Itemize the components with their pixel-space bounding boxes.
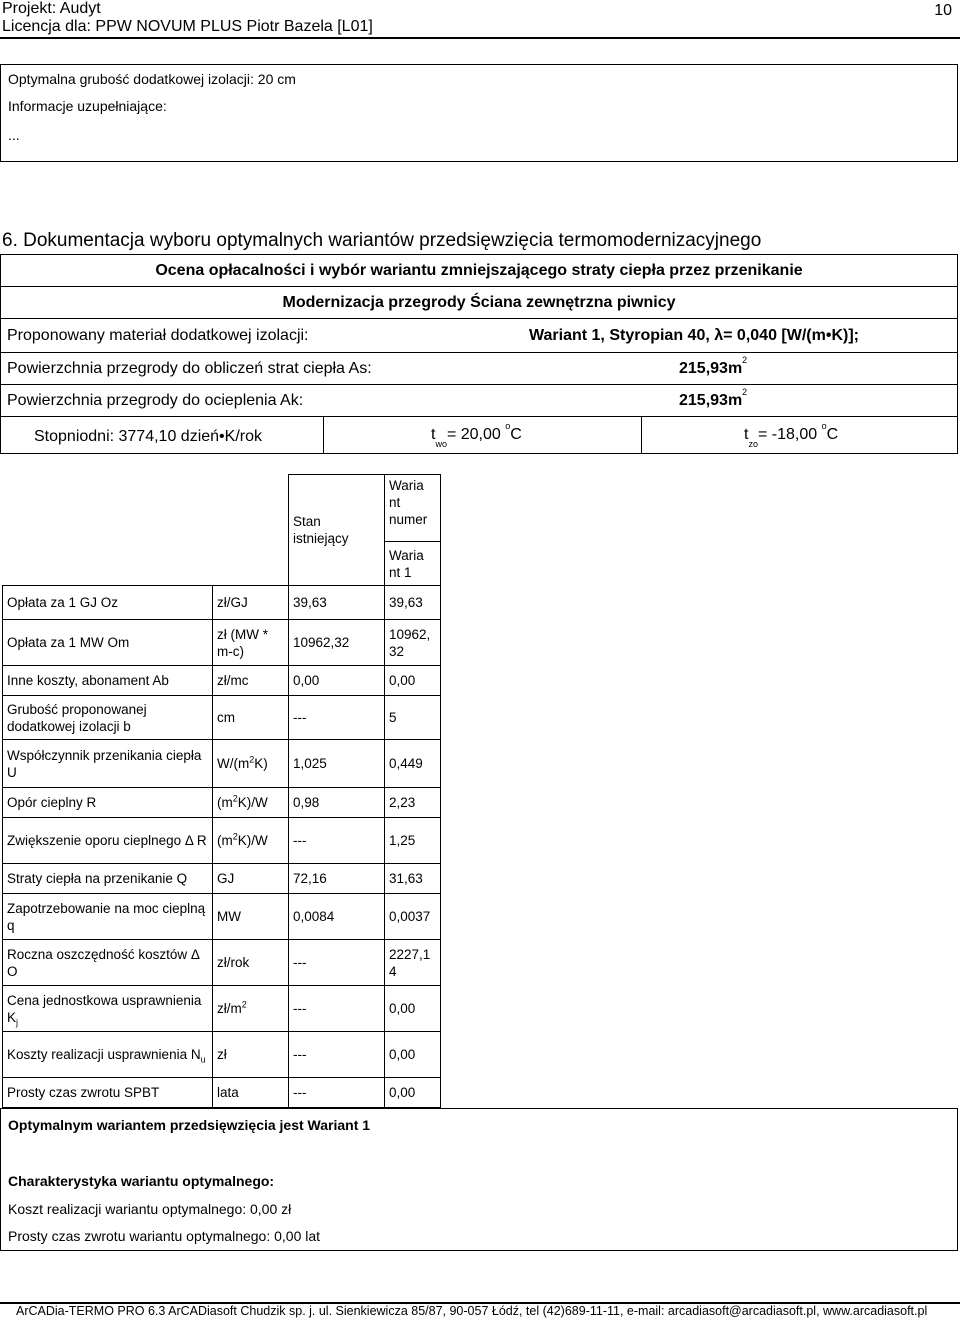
row-label: Roczna oszczędność kosztów Δ O <box>3 940 213 986</box>
area-as-label: Powierzchnia przegrody do obliczeń strat ciepła As: <box>7 360 372 377</box>
row-variant-value: 2,23 <box>385 788 441 818</box>
row-variant-value: 0,00 <box>385 1078 441 1108</box>
row-label: Koszty realizacji usprawnienia $N_u$ <box>3 1032 213 1078</box>
row-variant-value: 5 <box>385 696 441 740</box>
section-subtitle: Ocena opłacalności i wybór wariantu zmniejszającego straty ciepła przez przenikanie <box>155 262 803 279</box>
partition-name: Modernizacja przegrody Ściana zewnętrzna piwnicy <box>282 294 676 311</box>
optimal-cost: Koszt realizacji wariantu optymalnego: 0,00 zł <box>8 1201 292 1217</box>
table-row <box>3 818 441 864</box>
row-existing-value: 1,025 <box>289 740 385 788</box>
footer-text: ArCADia-TERMO PRO 6.3 ArCADiasoft Chudzik sp. j. ul. Sienkiewicza 85/87, 90-057 Łódź, tel (42)689-11-11, e-mail: arcadiasoft@arcadiasoft.pl, www.arcadiasoft.pl <box>16 1304 928 1318</box>
row-unit: MW <box>213 894 289 940</box>
table-row <box>3 1032 441 1078</box>
material-row <box>0 318 958 353</box>
extra-info-label: Informacje uzupełniające: <box>8 98 167 114</box>
table-row <box>3 586 441 620</box>
row-unit: $(m^2K)/W$ <box>213 818 289 864</box>
row-existing-value: --- <box>289 940 385 986</box>
row-variant-value: 1,25 <box>385 818 441 864</box>
table-row <box>3 864 441 894</box>
row-existing-value: --- <box>289 1078 385 1108</box>
partition-row <box>0 286 958 319</box>
row-variant-value: 0,00 <box>385 986 441 1032</box>
row-label: Cena jednostkowa usprawnienia $K_j$ <box>3 986 213 1032</box>
row-unit: cm <box>213 696 289 740</box>
area-ak-label: Powierzchnia przegrody do ocieplenia Ak: <box>7 392 304 409</box>
col-variant-number-header: Waria nt numer <box>385 475 441 542</box>
table-row <box>3 696 441 740</box>
table-row <box>3 894 441 940</box>
optimal-thickness: Optymalna grubość dodatkowej izolacji: 20 cm <box>8 71 296 87</box>
degree-days: Stopniodni: 3774,10 dzień•K/rok <box>34 428 262 445</box>
row-variant-value: 0,0037 <box>385 894 441 940</box>
material-value: Wariant 1, Styropian 40, λ= 0,040 [W/(m•K)]; <box>529 327 859 344</box>
row-existing-value: 39,63 <box>289 586 385 620</box>
row-variant-value: 0,00 <box>385 1032 441 1078</box>
row-label: Współczynnik przenikania ciepła U <box>3 740 213 788</box>
optimal-variant: Optymalnym wariantem przedsięwzięcia jest Wariant 1 <box>8 1117 371 1133</box>
row-unit: $(m^2K)/W$ <box>213 788 289 818</box>
row-label: Opłata za 1 MW Om <box>3 620 213 666</box>
area-as-row <box>0 352 958 385</box>
row-existing-value: 0,0084 <box>289 894 385 940</box>
row-existing-value: 10962,32 <box>289 620 385 666</box>
area-ak-value: $215,93m^2$ <box>679 386 748 409</box>
table-row <box>3 788 441 818</box>
row-label: Straty ciepła na przenikanie Q <box>3 864 213 894</box>
header-divider <box>0 37 960 39</box>
row-unit: zł/GJ <box>213 586 289 620</box>
info-box <box>0 64 958 162</box>
row-unit: lata <box>213 1078 289 1108</box>
row-variant-value: 2227,1 4 <box>385 940 441 986</box>
row-unit: zł (MW * m-c) <box>213 620 289 666</box>
row-label: Opór cieplny R <box>3 788 213 818</box>
row-label: Prosty czas zwrotu SPBT <box>3 1078 213 1108</box>
row-variant-value: 10962, 32 <box>385 620 441 666</box>
license-text: Licencja dla: PPW NOVUM PLUS Piotr Bazela [L01] <box>2 18 373 35</box>
row-label: Zapotrzebowanie na moc cieplną q <box>3 894 213 940</box>
inner-temperature: $t_{wo}= 20,00$ $^o$C <box>431 420 522 450</box>
row-existing-value: 0,00 <box>289 666 385 696</box>
row-variant-value: 31,63 <box>385 864 441 894</box>
row-label: Zwiększenie oporu cieplnego Δ R <box>3 818 213 864</box>
row-label: Opłata za 1 GJ Oz <box>3 586 213 620</box>
page-number: 10 <box>934 2 952 19</box>
row-existing-value: --- <box>289 696 385 740</box>
col-existing-header: Stan istniejący <box>289 475 385 586</box>
table-row <box>3 940 441 986</box>
table-row <box>3 666 441 696</box>
section-title: 6. Dokumentacja wyboru optymalnych wariantów przedsięwzięcia termomodernizacyjnego <box>2 230 762 251</box>
row-existing-value: 72,16 <box>289 864 385 894</box>
row-variant-value: 0,00 <box>385 666 441 696</box>
material-label: Proponowany materiał dodatkowej izolacji: <box>7 327 309 344</box>
extra-info-value: ... <box>8 127 20 143</box>
table-header-row <box>3 475 441 542</box>
summary-box <box>0 1108 958 1251</box>
row-label: Inne koszty, abonament Ab <box>3 666 213 696</box>
area-as-value: $215,93m^2$ <box>679 354 748 377</box>
outer-temperature: $t_{zo}= -18,00$ $^o$C <box>744 420 839 450</box>
row-label: Grubość proponowanej dodatkowej izolacji b <box>3 696 213 740</box>
subtitle-row <box>0 254 958 287</box>
optimal-payback: Prosty czas zwrotu wariantu optymalnego: 0,00 lat <box>8 1228 321 1244</box>
row-existing-value: --- <box>289 1032 385 1078</box>
table-row <box>3 1078 441 1108</box>
variants-table-body <box>3 586 441 1108</box>
row-unit: $W/(m^2K)$ <box>213 740 289 788</box>
row-unit: zł/mc <box>213 666 289 696</box>
project-title: Projekt: Audyt <box>2 0 101 17</box>
row-variant-value: 39,63 <box>385 586 441 620</box>
row-existing-value: 0,98 <box>289 788 385 818</box>
row-unit: zł <box>213 1032 289 1078</box>
area-ak-row <box>0 384 958 417</box>
row-unit: zł/rok <box>213 940 289 986</box>
variants-table <box>2 474 441 1108</box>
characteristics-title: Charakterystyka wariantu optymalnego: <box>8 1173 275 1189</box>
row-existing-value: --- <box>289 986 385 1032</box>
row-existing-value: --- <box>289 818 385 864</box>
table-row <box>3 740 441 788</box>
table-row <box>3 986 441 1032</box>
col-variant-1-header: Waria nt 1 <box>385 542 441 586</box>
row-unit: $zł/m^2$ <box>213 986 289 1032</box>
temperature-row <box>0 416 958 454</box>
assessment-grid <box>0 254 958 454</box>
table-row <box>3 620 441 666</box>
row-unit: GJ <box>213 864 289 894</box>
row-variant-value: 0,449 <box>385 740 441 788</box>
